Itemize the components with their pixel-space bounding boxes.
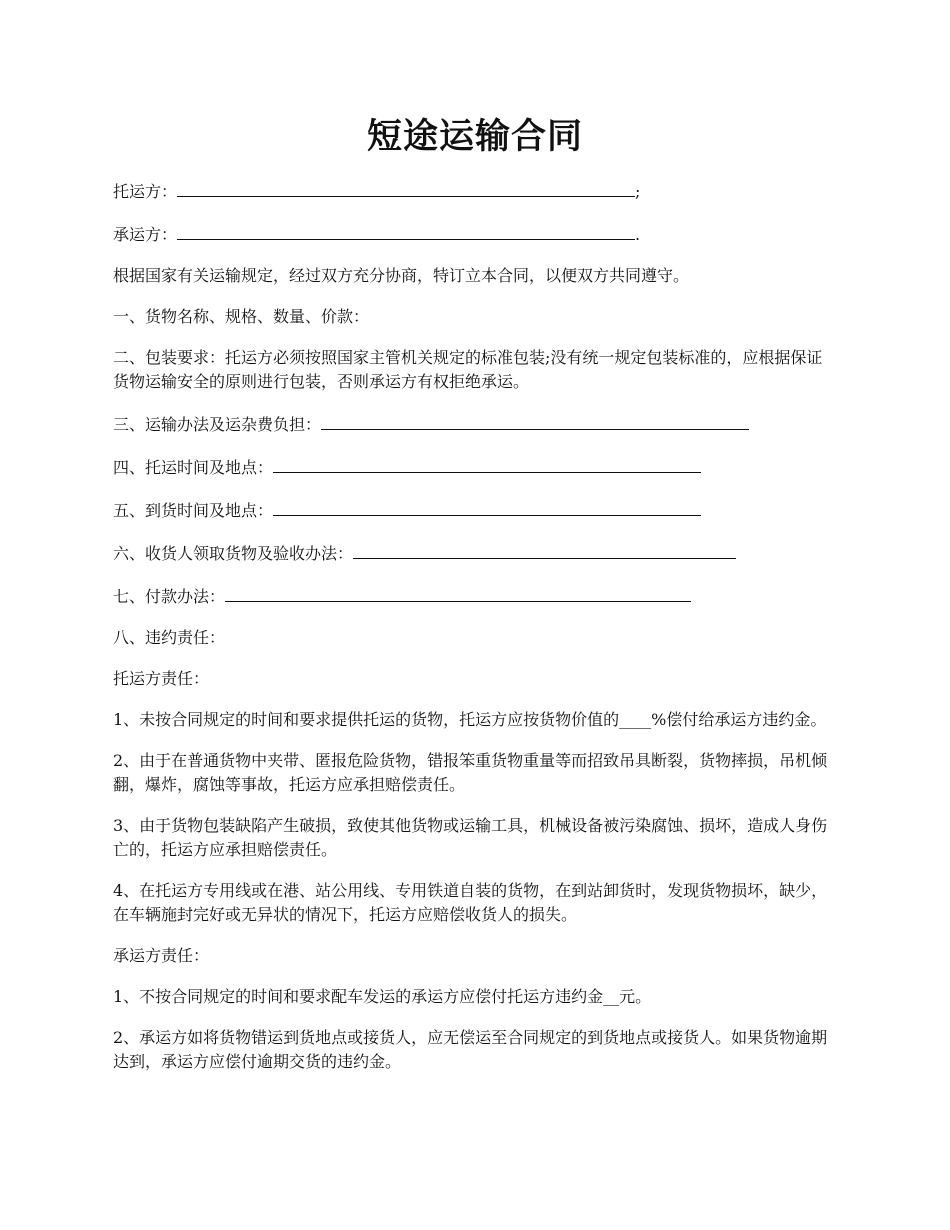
- shipper-liability-item-2: 2、由于在普通货物中夹带、匿报危险货物，错报笨重货物重量等而招致吊具断裂，货物摔损，吊机倾翻，爆炸，腐蚀等事故，托运方应承担赔偿责任。: [113, 751, 828, 794]
- shipper-liability-item-4: 4、在托运方专用线或在港、站公用线、专用铁道自装的货物，在到站卸货时，发现货物损坏，缺少，在车辆施封完好或无异状的情况下，托运方应赔偿收货人的损失。: [113, 881, 828, 924]
- shipper-liability-heading: 托运方责任：: [113, 669, 210, 688]
- clause-5-blank: [273, 497, 701, 516]
- shipper-liability-item-3: 3、由于货物包装缺陷产生破损，致使其他货物或运输工具，机械设备被污染腐蚀、损坏，造成人身伤亡的，托运方应承担赔偿责任。: [113, 816, 828, 859]
- clause-7-blank: [225, 583, 691, 602]
- clause-6: 六、收货人领取货物及验收办法：: [113, 544, 354, 563]
- clause-5: 五、到货时间及地点：: [113, 501, 274, 520]
- document-body: [113, 178, 833, 1091]
- clause-5-line: [113, 497, 833, 523]
- carrier-line: [113, 221, 833, 247]
- clause-6-line: [113, 540, 833, 566]
- clause-4: 四、托运时间及地点：: [113, 458, 274, 477]
- shipper-end: ;: [635, 182, 641, 201]
- clause-7-line: [113, 583, 833, 609]
- clause-3-blank: [321, 411, 749, 430]
- carrier-label: 承运方：: [113, 225, 178, 244]
- intro-paragraph: 根据国家有关运输规定，经过双方充分协商，特订立本合同，以便双方共同遵守。: [113, 266, 690, 285]
- clause-8: 八、违约责任：: [113, 628, 226, 647]
- carrier-liability-heading: 承运方责任：: [113, 946, 210, 965]
- carrier-blank: [177, 221, 635, 240]
- clause-3-line: [113, 411, 833, 437]
- clause-7: 七、付款办法：: [113, 587, 226, 606]
- clause-2: 二、包装要求：托运方必须按照国家主管机关规定的标准包装;没有统一规定包装标准的，应根据保证货物运输安全的原则进行包装，否则承运方有权拒绝承运。: [113, 348, 823, 391]
- shipper-liability-item-1: 1、未按合同规定的时间和要求提供托运的货物，托运方应按货物价值的____%偿付给承运方违约金。: [113, 710, 827, 729]
- clause-3: 三、运输办法及运杂费负担：: [113, 415, 322, 434]
- clause-4-blank: [273, 454, 701, 473]
- carrier-liability-item-1: 1、不按合同规定的时间和要求配车发运的承运方应偿付托运方违约金__元。: [113, 987, 652, 1006]
- shipper-line: [113, 178, 833, 204]
- document-title: 短途运输合同: [366, 116, 583, 157]
- carrier-end: .: [635, 225, 641, 244]
- shipper-blank: [177, 178, 635, 197]
- clause-1: 一、货物名称、规格、数量、价款：: [113, 307, 370, 326]
- clause-4-line: [113, 454, 833, 480]
- shipper-label: 托运方：: [113, 182, 178, 201]
- clause-6-blank: [353, 540, 736, 559]
- carrier-liability-item-2: 2、承运方如将货物错运到货地点或接货人，应无偿运至合同规定的到货地点或接货人。如果货物逾期达到，承运方应偿付逾期交货的违约金。: [113, 1028, 828, 1071]
